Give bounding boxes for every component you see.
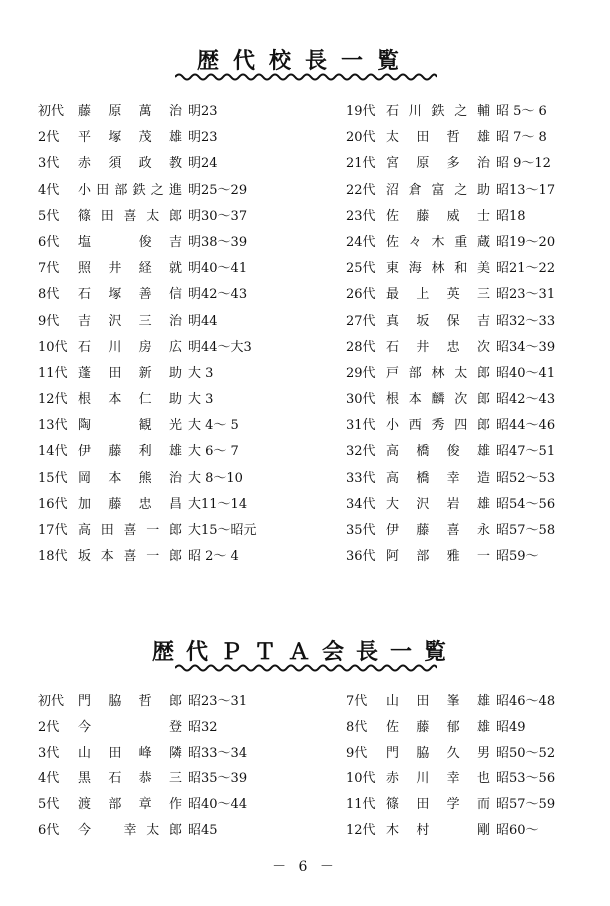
generation-label: 初代 xyxy=(38,694,65,709)
generation-label: 27代 xyxy=(346,313,376,329)
generation-label: 12代 xyxy=(38,392,68,408)
term-period: 昭40〜41 xyxy=(496,365,556,381)
generation-label: 8代 xyxy=(346,719,368,735)
term-period: 昭52〜53 xyxy=(496,470,556,486)
pta-title: 歴代ＰＴＡ会長一覧 xyxy=(151,639,458,665)
term-period: 昭49 xyxy=(496,719,526,735)
term-period: 明25〜29 xyxy=(188,182,248,198)
generation-label: 6代 xyxy=(38,234,60,250)
generation-label: 35代 xyxy=(346,523,376,538)
generation-label: 5代 xyxy=(38,797,60,813)
generation-label: 33代 xyxy=(346,470,376,486)
generation-label: 28代 xyxy=(346,339,376,355)
generation-label: 23代 xyxy=(346,208,376,224)
term-period: 昭19〜20 xyxy=(496,234,556,250)
term-period: 昭 2〜 4 xyxy=(188,549,239,565)
term-period: 昭42〜43 xyxy=(496,392,556,408)
generation-label: 4代 xyxy=(38,182,60,198)
generation-label: 24代 xyxy=(346,234,376,250)
term-period: 昭23〜31 xyxy=(188,694,248,709)
term-period: 昭18 xyxy=(496,208,526,224)
generation-label: 25代 xyxy=(346,261,376,277)
term-period: 昭 7〜 8 xyxy=(496,130,547,146)
generation-label: 29代 xyxy=(346,365,376,381)
generation-label: 31代 xyxy=(346,418,376,434)
generation-label: 15代 xyxy=(38,470,68,486)
term-period: 昭40〜44 xyxy=(188,797,248,813)
term-period: 昭35〜39 xyxy=(188,771,248,787)
term-period: 明42〜43 xyxy=(188,287,248,303)
term-period: 昭34〜39 xyxy=(496,339,556,355)
generation-label: 7代 xyxy=(38,261,60,277)
generation-label: 8代 xyxy=(38,287,60,303)
term-period: 昭23〜31 xyxy=(496,287,556,303)
term-period: 昭57〜58 xyxy=(496,523,556,538)
title-underline-wave xyxy=(175,663,437,673)
generation-label: 19代 xyxy=(346,104,376,119)
term-period: 大 3 xyxy=(188,392,214,408)
term-period: 昭21〜22 xyxy=(496,261,556,277)
generation-label: 7代 xyxy=(346,694,368,709)
generation-label: 11代 xyxy=(346,797,376,813)
term-period: 大11〜14 xyxy=(188,496,248,512)
generation-label: 30代 xyxy=(346,392,376,408)
generation-label: 9代 xyxy=(38,313,60,329)
term-period: 昭32〜33 xyxy=(496,313,556,329)
generation-label: 36代 xyxy=(346,549,376,565)
term-period: 昭33〜34 xyxy=(188,745,248,761)
term-period: 昭53〜56 xyxy=(496,771,556,787)
generation-label: 32代 xyxy=(346,444,376,460)
term-period: 昭46〜48 xyxy=(496,694,556,709)
generation-label: 9代 xyxy=(346,745,368,761)
generation-label: 初代 xyxy=(38,104,65,119)
generation-label: 3代 xyxy=(38,745,60,761)
term-period: 明30〜37 xyxy=(188,208,248,224)
generation-label: 12代 xyxy=(346,822,376,838)
generation-label: 26代 xyxy=(346,287,376,303)
term-period: 昭 5〜 6 xyxy=(496,104,547,119)
term-period: 明23 xyxy=(188,130,218,146)
term-period: 昭54〜56 xyxy=(496,496,556,512)
term-period: 大 3 xyxy=(188,365,214,381)
term-period: 大15〜昭元 xyxy=(188,523,257,538)
generation-label: 10代 xyxy=(346,771,376,787)
term-period: 明44〜大3 xyxy=(188,339,252,355)
generation-label: 11代 xyxy=(38,365,68,381)
generation-label: 18代 xyxy=(38,549,68,565)
term-period: 昭45 xyxy=(188,822,218,838)
term-period: 昭60〜 xyxy=(496,822,539,838)
term-period: 大 4〜 5 xyxy=(188,418,239,434)
generation-label: 14代 xyxy=(38,444,68,460)
generation-label: 22代 xyxy=(346,182,376,198)
generation-label: 34代 xyxy=(346,496,376,512)
generation-label: 2代 xyxy=(38,719,60,735)
generation-label: 10代 xyxy=(38,339,68,355)
term-period: 昭32 xyxy=(188,719,218,735)
term-period: 明40〜41 xyxy=(188,261,248,277)
page-number: － 6 － xyxy=(272,859,338,875)
term-period: 昭50〜52 xyxy=(496,745,556,761)
term-period: 明44 xyxy=(188,313,218,329)
generation-label: 21代 xyxy=(346,156,376,172)
term-period: 大 6〜 7 xyxy=(188,444,239,460)
generation-label: 2代 xyxy=(38,130,60,146)
term-period: 昭44〜46 xyxy=(496,418,556,434)
term-period: 昭 9〜12 xyxy=(496,156,551,172)
generation-label: 6代 xyxy=(38,822,60,838)
term-period: 昭13〜17 xyxy=(496,182,556,198)
generation-label: 20代 xyxy=(346,130,376,146)
principals-title: 歴代校長一覧 xyxy=(196,48,413,74)
term-period: 明24 xyxy=(188,156,218,172)
generation-label: 16代 xyxy=(38,496,68,512)
generation-label: 4代 xyxy=(38,771,60,787)
term-period: 大 8〜10 xyxy=(188,470,243,486)
generation-label: 17代 xyxy=(38,523,68,538)
generation-label: 5代 xyxy=(38,208,60,224)
title-underline-wave xyxy=(175,72,437,82)
term-period: 昭59〜 xyxy=(496,549,539,565)
term-period: 昭47〜51 xyxy=(496,444,556,460)
term-period: 明38〜39 xyxy=(188,234,248,250)
term-period: 昭57〜59 xyxy=(496,797,556,813)
generation-label: 13代 xyxy=(38,418,68,434)
generation-label: 3代 xyxy=(38,156,60,172)
term-period: 明23 xyxy=(188,104,218,119)
